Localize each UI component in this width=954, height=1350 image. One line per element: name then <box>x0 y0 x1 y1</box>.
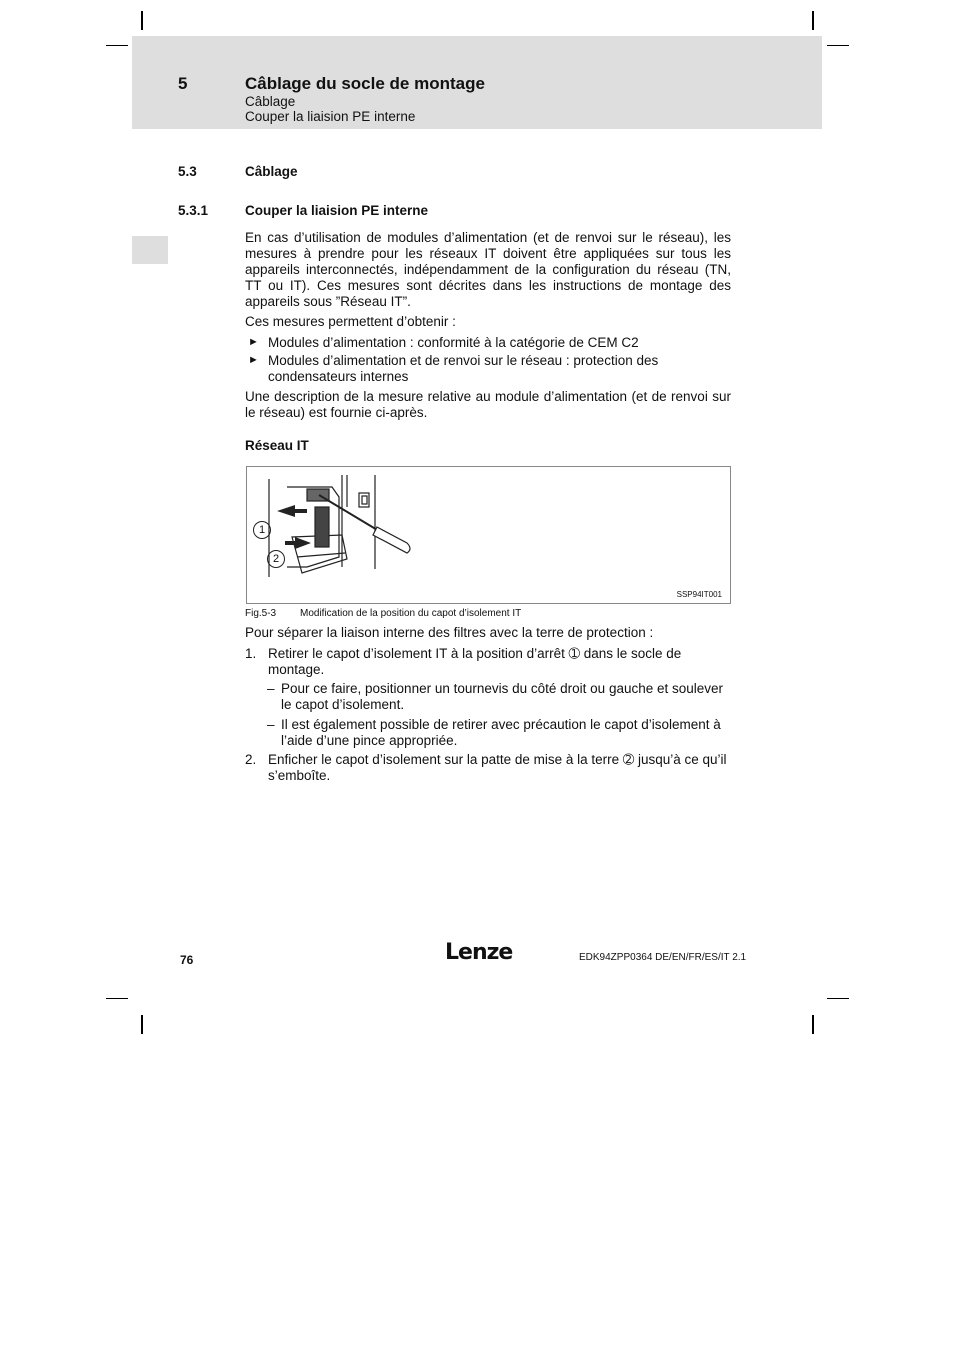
chapter-title: Câblage du socle de montage <box>245 74 485 93</box>
chapter-number: 5 <box>178 74 188 93</box>
subsection-number: 5.3.1 <box>178 203 209 218</box>
step-text: Enficher le capot d’isolement sur la patte de mise à la terre ➁ jusqu’à ce qu’il s’emboîte. <box>268 752 727 783</box>
figure-caption: Modification de la position du capot d’isolement IT <box>300 608 522 619</box>
subheading: Réseau IT <box>245 438 309 453</box>
callout-1: 1 <box>253 521 271 539</box>
step-number: 1. <box>245 646 257 661</box>
list-item: Modules d’alimentation et de renvoi sur le réseau : protection des condensateurs internes <box>268 353 659 384</box>
callout-2: 2 <box>267 550 285 568</box>
list-item: Modules d’alimentation : conformité à la catégorie de CEM C2 <box>268 335 639 350</box>
crop-mark <box>106 45 128 46</box>
step-text: Retirer le capot d’isolement IT à la position d’arrêt ➀ dans le socle de montage. <box>268 646 682 677</box>
subsection-title: Couper la liaision PE interne <box>245 203 429 218</box>
figure <box>246 466 731 604</box>
crop-mark <box>827 45 849 46</box>
bullet-icon: ► <box>248 354 259 366</box>
step-number: 2. <box>245 752 257 767</box>
paragraph: Ces mesures permettent d’obtenir : <box>245 314 456 329</box>
crop-mark <box>812 1015 814 1034</box>
paragraph: En cas d’utilisation de modules d’alimentation (et de renvoi sur le réseau), les mesures à prendre pour les réseaux IT doivent être appliquées sur tous les appareils interconnectés, indépendamment de la configuration du réseau (TN, TT ou IT). Ces mesures sont décrites dans les instructions de montage des appareils sous ”Réseau IT”. <box>245 230 731 309</box>
figure-caption-label: Fig.5-3 <box>245 608 277 619</box>
dash-icon: – <box>267 717 275 732</box>
dash-icon: – <box>267 681 275 696</box>
lenze-logo: Lenze <box>445 940 513 965</box>
paragraph: Une description de la mesure relative au module d’alimentation (et de renvoi sur le réseau) est fournie ci-après. <box>245 389 731 420</box>
crop-mark <box>106 998 128 999</box>
header-subtitle: Couper la liaision PE interne <box>245 109 416 124</box>
bullet-icon: ► <box>248 336 259 348</box>
header-subtitle: Câblage <box>245 94 296 109</box>
mounting-base-illustration <box>247 467 730 603</box>
substep-text: Il est également possible de retirer avec précaution le capot d’isolement à l’aide d’une pince appropriée. <box>281 717 721 748</box>
page-number: 76 <box>180 953 194 967</box>
crop-mark <box>141 1015 143 1034</box>
figure-code: SSP94IT001 <box>676 590 722 599</box>
crop-mark <box>141 11 143 30</box>
crop-mark <box>827 998 849 999</box>
side-tab <box>132 236 168 264</box>
section-title: Câblage <box>245 164 298 179</box>
section-number: 5.3 <box>178 164 197 179</box>
document-code: EDK94ZPP0364 DE/EN/FR/ES/IT 2.1 <box>579 952 747 963</box>
substep-text: Pour ce faire, positionner un tournevis du côté droit ou gauche et soulever le capot d’isolement. <box>281 681 724 712</box>
crop-mark <box>812 11 814 30</box>
paragraph: Pour séparer la liaison interne des filtres avec la terre de protection : <box>245 625 654 640</box>
